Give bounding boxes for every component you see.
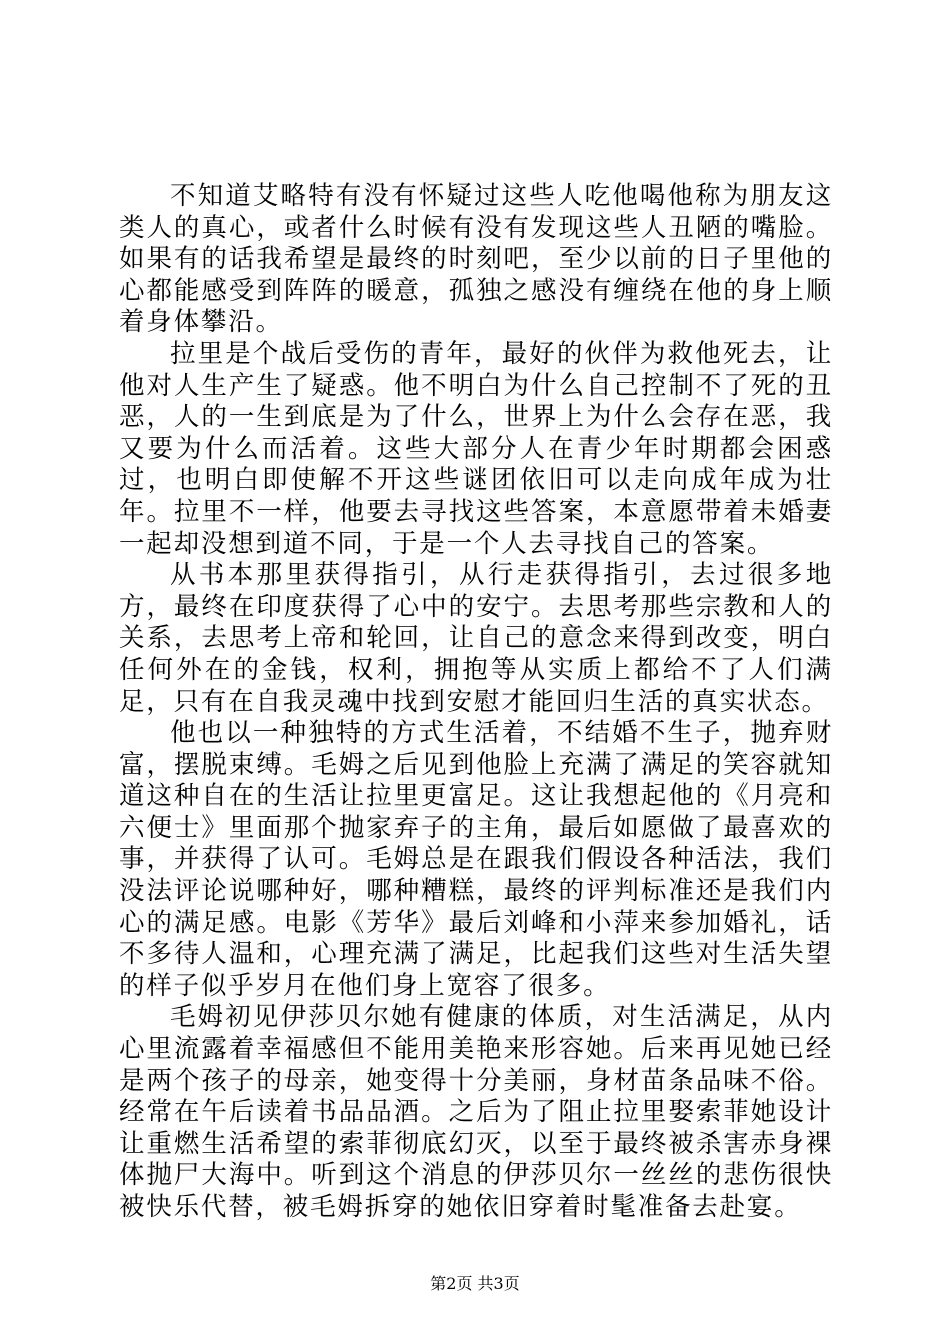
document-body bbox=[119, 181, 833, 1224]
paragraph-2: 拉里是个战后受伤的青年，最好的伙伴为救他死去，让他对人生产生了疑惑。他不明白为什么自己控制不了死的丑恶，人的一生到底是为了什么，世界上为什么会存在恶，我又要为什么而活着。这些大部分人在青少年时期都会困惑过，也明白即使解不开这些谜团依旧可以走向成年成为壮年。拉里不一样，他要去寻找这些答案，本意愿带着未婚妻一起却没想到道不同，于是一个人去寻找自己的答案。 bbox=[119, 338, 833, 559]
page-footer: 第2页 共3页 bbox=[430, 1274, 520, 1293]
paragraph-5: 毛姆初见伊莎贝尔她有健康的体质，对生活满足，从内心里流露着幸福感但不能用美艳来形容她。后来再见她已经是两个孩子的母亲，她变得十分美丽，身材苗条品味不俗。经常在午后读着书品品酒。之后为了阻止拉里娶索菲她设计让重燃生活希望的索菲彻底幻灭，以至于最终被杀害赤身裸体抛尸大海中。听到这个消息的伊莎贝尔一丝丝的悲伤很快被快乐代替，被毛姆拆穿的她依旧穿着时髦准备去赴宴。 bbox=[119, 1002, 833, 1222]
paragraph-4: 他也以一种独特的方式生活着，不结婚不生子，抛弃财富，摆脱束缚。毛姆之后见到他脸上充满了满足的笑容就知道这种自在的生活让拉里更富足。这让我想起他的《月亮和六便士》里面那个抛家弃子的主角，最后如愿做了最喜欢的事，并获得了认可。毛姆总是在跟我们假设各种活法，我们没法评论说哪种好，哪种糟糕，最终的评判标准还是我们内心的满足感。电影《芳华》最后刘峰和小萍来参加婚礼，话不多待人温和，心理充满了满足，比起我们这些对生活失望的样子似乎岁月在他们身上宽容了很多。 bbox=[119, 718, 833, 1001]
paragraph-3: 从书本那里获得指引，从行走获得指引，去过很多地方，最终在印度获得了心中的安宁。去思考那些宗教和人的关系，去思考上帝和轮回，让自己的意念来得到改变，明白任何外在的金钱，权利，拥抱等从实质上都给不了人们满足，只有在自我灵魂中找到安慰才能回归生活的真实状态。 bbox=[119, 560, 833, 717]
paragraph-1: 不知道艾略特有没有怀疑过这些人吃他喝他称为朋友这类人的真心，或者什么时候有没有发现这些人丑陋的嘴脸。如果有的话我希望是最终的时刻吧，至少以前的日子里他的心都能感受到阵阵的暖意，孤独之感没有缠绕在他的身上顺着身体攀沿。 bbox=[119, 181, 833, 338]
